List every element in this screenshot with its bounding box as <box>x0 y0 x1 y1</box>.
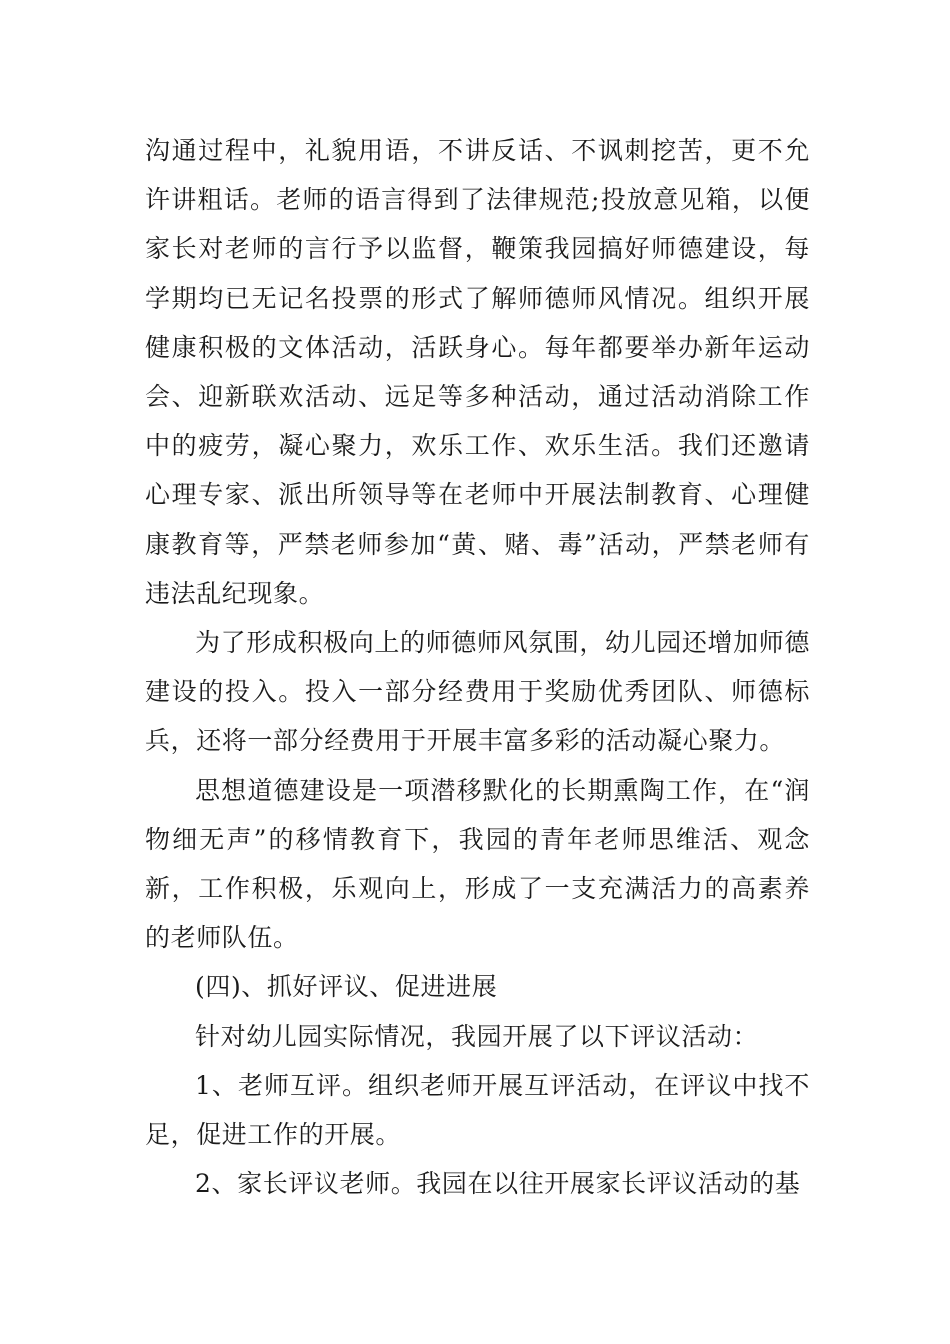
paragraph-3: 思想道德建设是一项潜移默化的长期熏陶工作，在“润物细无声”的移情教育下，我园的青年老师思维活、观念新，工作积极，乐观向上，形成了一支充满活力的高素养的老师队伍。 <box>145 775 810 953</box>
list-item-1: 1、老师互评。组织老师开展互评活动，在评议中找不足，促进工作的开展。 <box>145 1070 810 1150</box>
section-heading: (四)、抓好评议、促进进展 <box>195 972 498 1002</box>
document-body <box>145 126 810 1208</box>
paragraph-intro: 针对幼儿园实际情况，我园开展了以下评议活动： <box>195 1021 759 1051</box>
paragraph-2: 为了形成积极向上的师德师风氛围，幼儿园还增加师德建设的投入。投入一部分经费用于奖励优秀团队、师德标兵，还将一部分经费用于开展丰富多彩的活动凝心聚力。 <box>145 628 810 756</box>
list-item-2: 2、家长评议老师。我园在以往开展家长评议活动的基 <box>195 1169 801 1199</box>
paragraph-1: 沟通过程中，礼貌用语，不讲反话、不讽刺挖苦，更不允许讲粗话。老师的语言得到了法律规范;投放意见箱，以便家长对老师的言行予以监督，鞭策我园搞好师德建设，每学期均已无记名投票的形式了解师德师风情况。组织开展健康积极的文体活动，活跃身心。每年都要举办新年运动会、迎新联欢活动、远足等多种活动，通过活动消除工作中的疲劳，凝心聚力，欢乐工作、欢乐生活。我们还邀请心理专家、派出所领导等在老师中开展法制教育、心理健康教育等，严禁老师参加“黄、赌、毒”活动，严禁老师有违法乱纪现象。 <box>145 136 810 608</box>
